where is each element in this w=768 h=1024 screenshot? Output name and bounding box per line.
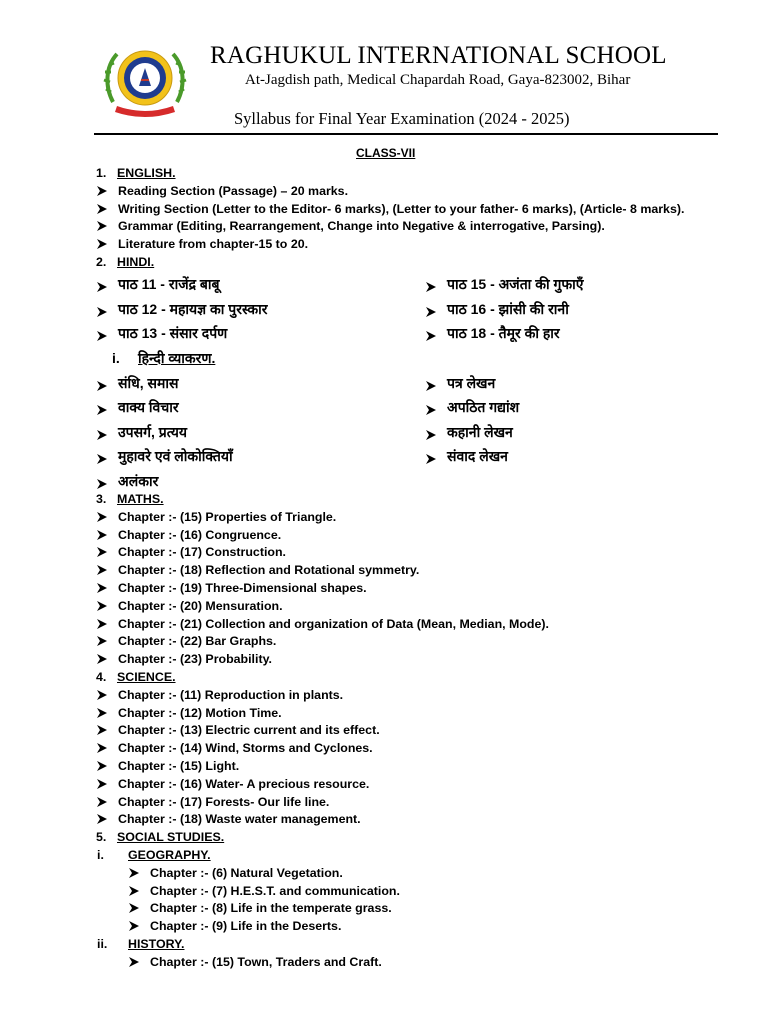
- list-item-text: Chapter :- (7) H.E.S.T. and communication.: [150, 883, 400, 898]
- arrow-bullet-icon: [96, 511, 108, 523]
- arrow-bullet-icon: [96, 724, 108, 736]
- arrow-bullet-icon: [425, 401, 437, 413]
- list-item-text: उपसर्ग, प्रत्यय: [118, 423, 188, 440]
- section-title: SOCIAL STUDIES.: [117, 830, 225, 845]
- section-title: HISTORY.: [128, 937, 185, 951]
- list-item-text: Chapter :- (15) Properties of Triangle.: [118, 509, 337, 524]
- arrow-bullet-icon: [96, 185, 108, 197]
- list-item-text: Chapter :- (8) Life in the temperate grass.: [150, 901, 392, 916]
- list-item-text: Chapter :- (19) Three-Dimensional shapes.: [118, 581, 367, 595]
- list-item-text: Chapter :- (9) Life in the Deserts.: [150, 919, 342, 934]
- arrow-bullet-icon: [96, 760, 108, 772]
- arrow-bullet-icon: [96, 689, 108, 701]
- list-item-text: Reading Section (Passage) – 20 marks.: [118, 183, 349, 198]
- arrow-bullet-icon: [96, 203, 108, 215]
- list-item-text: पाठ 13 - संसार दर्पण: [118, 325, 228, 341]
- list-item-text: संधि, समास: [118, 374, 179, 391]
- arrow-bullet-icon: [425, 377, 437, 389]
- list-item-text: Chapter :- (12) Motion Time.: [118, 705, 282, 720]
- section-number: 3.: [96, 492, 107, 506]
- list-item-text: Grammar (Editing, Rearrangement, Change into Negative & interrogative, Parsing).: [118, 219, 605, 234]
- list-item-text: Chapter :- (17) Construction.: [118, 545, 286, 560]
- arrow-bullet-icon: [96, 813, 108, 825]
- arrow-bullet-icon: [96, 377, 108, 389]
- arrow-bullet-icon: [96, 546, 108, 558]
- arrow-bullet-icon: [96, 618, 108, 630]
- arrow-bullet-icon: [96, 450, 108, 462]
- arrow-bullet-icon: [96, 707, 108, 719]
- arrow-bullet-icon: [96, 778, 108, 790]
- school-address: At-Jagdish path, Medical Chapardah Road, Gaya-823002, Bihar: [245, 72, 631, 88]
- header-divider: [94, 133, 718, 135]
- arrow-bullet-icon: [128, 956, 140, 968]
- exam-title: Syllabus for Final Year Examination (2024 - 2025): [234, 109, 570, 128]
- section-title: हिन्दी व्याकरण.: [138, 349, 216, 366]
- section-number: i.: [97, 848, 104, 862]
- list-item-text: Chapter :- (16) Congruence.: [118, 527, 282, 542]
- list-item-text: Chapter :- (15) Light.: [118, 759, 240, 773]
- arrow-bullet-icon: [425, 426, 437, 438]
- list-item-text: कहानी लेखन: [447, 423, 513, 440]
- list-item-text: Chapter :- (6) Natural Vegetation.: [150, 865, 343, 880]
- class-title: CLASS-VII: [356, 146, 416, 160]
- list-item-text: Chapter :- (13) Electric current and its effect.: [118, 723, 380, 738]
- list-item-text: पाठ 16 - झांसी की रानी: [447, 300, 569, 317]
- section-title: MATHS.: [117, 492, 164, 506]
- list-item-text: मुहावरे एवं लोकोक्तियाँ: [118, 448, 233, 464]
- arrow-bullet-icon: [128, 867, 140, 879]
- list-item-text: Chapter :- (23) Probability.: [118, 652, 272, 667]
- section-title: SCIENCE.: [117, 670, 176, 684]
- list-item-text: Literature from chapter-15 to 20.: [118, 237, 309, 252]
- section-number: 2.: [96, 255, 107, 269]
- list-item-text: Chapter :- (18) Reflection and Rotational symmetry.: [118, 563, 420, 578]
- list-item-text: Chapter :- (14) Wind, Storms and Cyclones.: [118, 741, 373, 756]
- arrow-bullet-icon: [96, 653, 108, 665]
- arrow-bullet-icon: [96, 796, 108, 808]
- list-item-text: वाक्य विचार: [118, 399, 179, 415]
- arrow-bullet-icon: [96, 600, 108, 612]
- arrow-bullet-icon: [96, 529, 108, 541]
- section-number: i.: [112, 349, 120, 366]
- arrow-bullet-icon: [96, 635, 108, 647]
- list-item-text: पाठ 18 - तैमूर की हार: [447, 325, 560, 341]
- arrow-bullet-icon: [128, 885, 140, 897]
- arrow-bullet-icon: [96, 564, 108, 576]
- list-item-text: पाठ 15 - अजंता की गुफाएँ: [447, 276, 584, 292]
- arrow-bullet-icon: [96, 475, 108, 487]
- list-item-text: Writing Section (Letter to the Editor- 6 marks), (Letter to your father- 6 marks), (Article- 8 marks).: [118, 201, 685, 216]
- arrow-bullet-icon: [96, 238, 108, 250]
- list-item-text: अपठित गद्यांश: [447, 399, 520, 415]
- section-title: HINDI.: [117, 255, 155, 269]
- list-item-text: Chapter :- (15) Town, Traders and Craft.: [150, 954, 382, 969]
- arrow-bullet-icon: [96, 327, 108, 339]
- arrow-bullet-icon: [96, 220, 108, 232]
- section-title: ENGLISH.: [117, 166, 176, 180]
- arrow-bullet-icon: [96, 742, 108, 754]
- school-emblem-icon: [103, 42, 187, 120]
- list-item-text: पाठ 11 - राजेंद्र बाबू: [118, 276, 220, 292]
- list-item-text: Chapter :- (22) Bar Graphs.: [118, 634, 277, 649]
- arrow-bullet-icon: [96, 278, 108, 290]
- arrow-bullet-icon: [96, 582, 108, 594]
- list-item-text: संवाद लेखन: [447, 448, 508, 464]
- list-item-text: Chapter :- (17) Forests- Our life line.: [118, 794, 330, 809]
- arrow-bullet-icon: [425, 327, 437, 339]
- arrow-bullet-icon: [425, 450, 437, 462]
- list-item-text: अलंकार: [118, 472, 159, 489]
- list-item-text: पत्र लेखन: [447, 374, 496, 391]
- list-item-text: Chapter :- (20) Mensuration.: [118, 598, 283, 613]
- arrow-bullet-icon: [425, 278, 437, 290]
- list-item-text: Chapter :- (11) Reproduction in plants.: [118, 687, 344, 702]
- section-number: 1.: [96, 166, 107, 180]
- list-item-text: पाठ 12 - महायज्ञ का पुरस्कार: [118, 300, 268, 317]
- arrow-bullet-icon: [96, 426, 108, 438]
- list-item-text: Chapter :- (18) Waste water management.: [118, 812, 361, 827]
- arrow-bullet-icon: [96, 401, 108, 413]
- section-number: ii.: [97, 937, 108, 951]
- section-number: 5.: [96, 830, 107, 845]
- school-name: RAGHUKUL INTERNATIONAL SCHOOL: [210, 42, 667, 69]
- list-item-text: Chapter :- (21) Collection and organization of Data (Mean, Median, Mode).: [118, 616, 549, 631]
- arrow-bullet-icon: [425, 303, 437, 315]
- arrow-bullet-icon: [128, 920, 140, 932]
- list-item-text: Chapter :- (16) Water- A precious resource.: [118, 776, 370, 791]
- section-number: 4.: [96, 670, 107, 684]
- section-title: GEOGRAPHY.: [128, 848, 211, 862]
- arrow-bullet-icon: [96, 303, 108, 315]
- arrow-bullet-icon: [128, 902, 140, 914]
- document-header: [0, 0, 768, 134]
